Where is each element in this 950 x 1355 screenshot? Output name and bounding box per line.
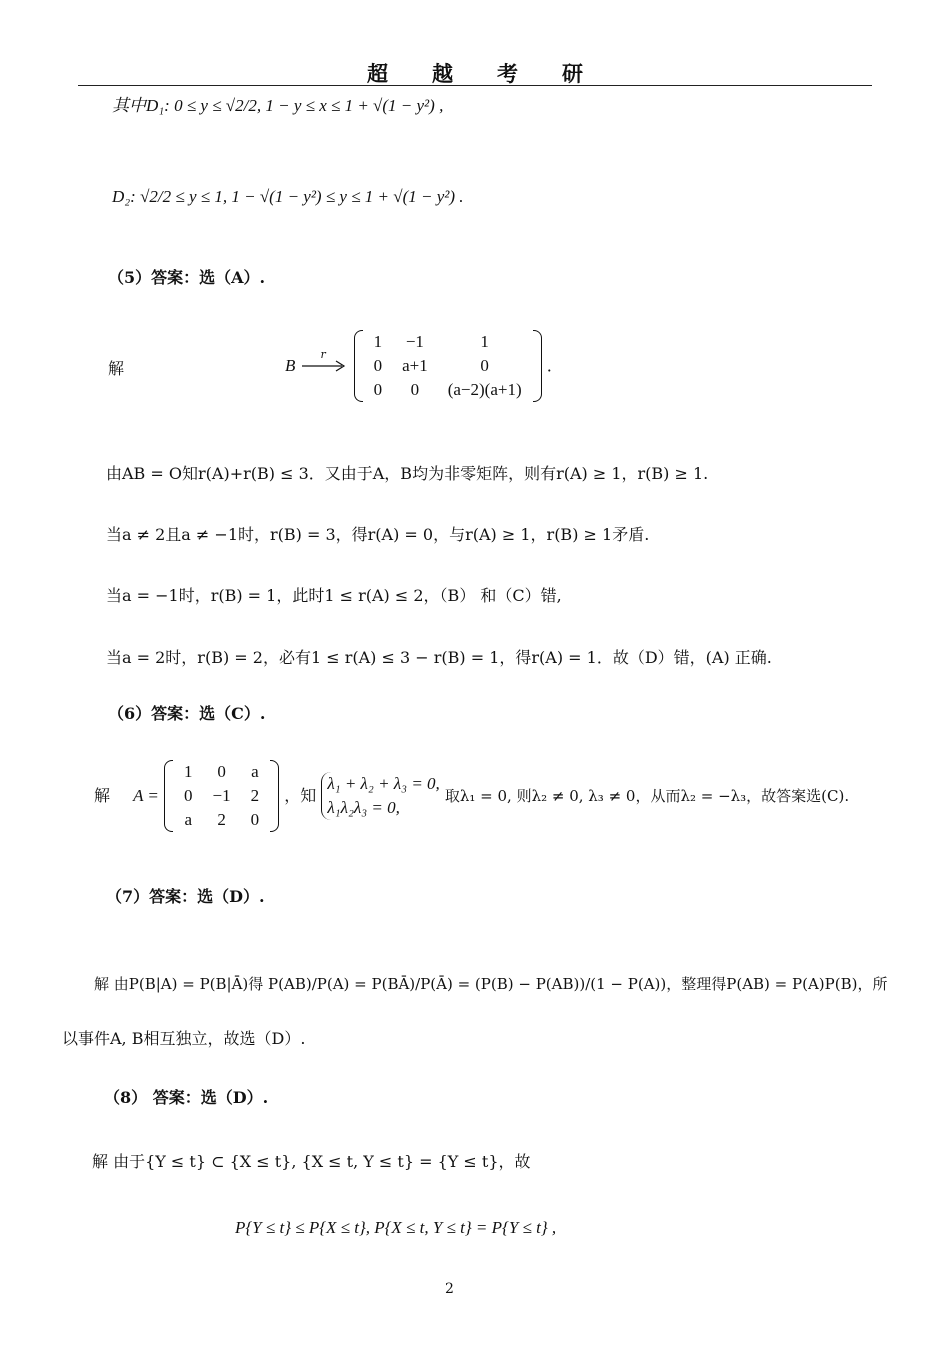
p8-line-a: 解 由于{Y ≤ t} ⊂ {X ≤ t}, {X ≤ t, Y ≤ t} = {Y ≤ t}，故 bbox=[92, 1152, 531, 1171]
header-rule bbox=[78, 85, 872, 86]
arrow-icon bbox=[300, 356, 348, 376]
system-line: λ₁λ₂λ₃ = 0, bbox=[327, 798, 400, 817]
answer-6: （6）答案：选（C）. bbox=[108, 704, 266, 723]
header-char: 越 bbox=[432, 61, 453, 86]
page-number: 2 bbox=[445, 1281, 454, 1297]
matrix-cell: 1 bbox=[184, 762, 193, 781]
matrix-b-symbol: B bbox=[285, 356, 296, 375]
matrix-cell: −1 bbox=[405, 332, 424, 351]
matrix-a-symbol: A = bbox=[133, 786, 159, 805]
d1-line: 其中D₁: 0 ≤ y ≤ √2/2, 1 − y ≤ x ≤ 1 + √(1 − y²) , bbox=[112, 96, 444, 115]
p5-line-b: 当a ≠ 2且a ≠ −1时，r(B) = 3，得r(A) = 0，与r(A) ≥ 1，r(B) ≥ 1矛盾. bbox=[106, 525, 650, 544]
p7-line-a: 解 由P(B|A) = P(B|Ā)得 P(AB)/P(A) = P(BĀ)/P(Ā) = (P(B) − P(AB))/(1 − P(A))，整理得P(AB) = P(A)P(B)，所 bbox=[94, 975, 888, 993]
matrix-cell: 0 bbox=[480, 356, 489, 375]
matrix-cell: 0 bbox=[373, 380, 383, 399]
answer-8: （8） 答案：选（D）. bbox=[104, 1088, 269, 1107]
matrix-cell: 0 bbox=[184, 786, 193, 805]
header-char: 研 bbox=[562, 61, 583, 86]
matrix-cell: 1 bbox=[373, 332, 383, 351]
matrix-cell: −1 bbox=[212, 786, 231, 805]
p7-line-b: 以事件A, B相互独立，故选（D）. bbox=[62, 1029, 306, 1048]
p5-line-d: 当a = 2时，r(B) = 2，必有1 ≤ r(A) ≤ 3 − r(B) = 1，得r(A) = 1．故（D）错，(A) 正确. bbox=[106, 648, 772, 667]
matrix-cell: 0 bbox=[217, 762, 226, 781]
matrix-cell: 2 bbox=[250, 786, 260, 805]
matrix-b bbox=[354, 330, 542, 402]
matrix-cell: a+1 bbox=[402, 356, 428, 375]
p5-line-c: 当a = −1时，r(B) = 1，此时1 ≤ r(A) ≤ 2，（B） 和（C）错, bbox=[106, 586, 562, 605]
problem-6-row: 解 A = 1 0 a 0 −1 2 a 2 0 ，知 λ₁ + λ₂ + λ₃ = 0, λ₁λ₂λ₃ = 0, 取λ₁ = 0, 则λ₂ ≠ 0, λ₃ ≠ 0，从而λ₂ = −λ₃，故答案选(C). bbox=[94, 760, 849, 832]
eigen-system bbox=[321, 772, 439, 820]
header-char: 超 bbox=[367, 61, 388, 86]
jie-5: 解 bbox=[108, 359, 125, 378]
page-header bbox=[0, 58, 950, 88]
matrix-cell: a bbox=[184, 810, 193, 829]
answer-5: （5）答案：选（A）. bbox=[108, 268, 266, 287]
d2-line: D₂: √2/2 ≤ y ≤ 1, 1 − √(1 − y²) ≤ y ≤ 1 + √(1 − y²) . bbox=[112, 187, 464, 206]
p5-line-a: 由AB = O知r(A)+r(B) ≤ 3．又由于A，B均为非零矩阵，则有r(A) ≥ 1，r(B) ≥ 1. bbox=[106, 464, 709, 483]
matrix-cell: a bbox=[251, 762, 259, 781]
matrix-cell: 1 bbox=[480, 332, 489, 351]
p6-tail: 取λ₁ = 0, 则λ₂ ≠ 0, λ₃ ≠ 0，从而λ₂ = −λ₃，故答案选(C). bbox=[444, 787, 850, 805]
matrix-cell: 0 bbox=[250, 810, 260, 829]
p8-line-b: P{Y ≤ t} ≤ P{X ≤ t}, P{X ≤ t, Y ≤ t} = P{Y ≤ t} , bbox=[235, 1218, 557, 1237]
header-char: 考 bbox=[497, 61, 518, 86]
jie-6: 解 bbox=[94, 786, 111, 805]
matrix-cell: (a−2)(a+1) bbox=[447, 380, 522, 399]
matrix-a bbox=[164, 760, 279, 832]
matrix-b-block: B r 1 −1 1 0 a+1 0 0 0 (a−2)(a+1) . bbox=[285, 330, 552, 402]
rank-arrow bbox=[300, 348, 348, 376]
matrix-cell: 0 bbox=[410, 380, 420, 399]
system-line: λ₁ + λ₂ + λ₃ = 0, bbox=[327, 774, 440, 793]
arrow-label: r bbox=[320, 348, 326, 361]
matrix-cell: 2 bbox=[217, 810, 226, 829]
matrix-cell: 0 bbox=[373, 356, 383, 375]
answer-7: （7）答案：选（D）. bbox=[106, 887, 265, 906]
